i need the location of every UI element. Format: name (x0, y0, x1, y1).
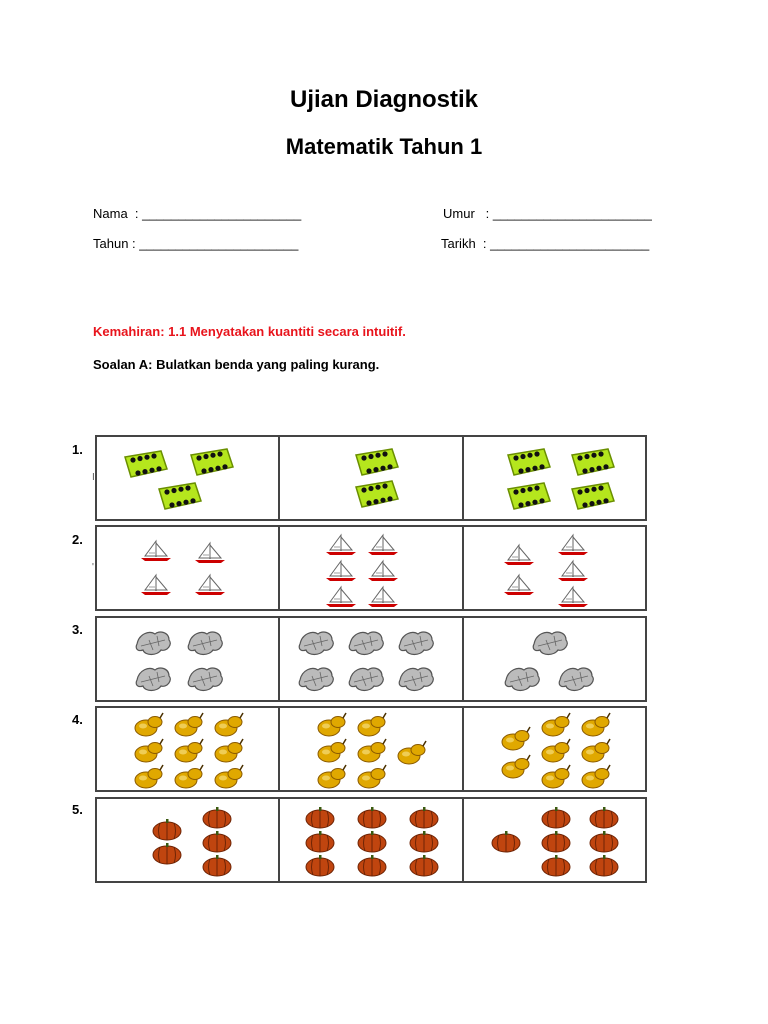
answer-row-3 (95, 616, 647, 702)
sailboat-icon (139, 539, 173, 568)
answer-cell[interactable] (464, 437, 645, 519)
sailboat-icon (366, 533, 400, 562)
bus-icon (352, 447, 400, 482)
edge-mark: ' (92, 562, 94, 573)
pear-icon (173, 764, 205, 795)
pumpkin-icon (588, 807, 620, 834)
edge-mark: I (92, 472, 95, 483)
answer-cell[interactable] (97, 618, 280, 700)
pumpkin-icon (540, 855, 572, 882)
answer-cell[interactable] (464, 618, 645, 700)
leaf-icon (530, 628, 570, 663)
leaf-icon (502, 664, 542, 699)
answer-cell[interactable] (97, 527, 280, 609)
pear-icon (580, 764, 612, 795)
pumpkin-icon (356, 831, 388, 858)
question-number: 5. (72, 802, 83, 817)
question-number: 4. (72, 712, 83, 727)
leaf-icon (185, 628, 225, 663)
pumpkin-icon (408, 855, 440, 882)
pumpkin-icon (304, 807, 336, 834)
page-title: Ujian Diagnostik (289, 86, 479, 113)
leaf-icon (296, 628, 336, 663)
pumpkin-icon (151, 843, 183, 870)
bus-icon (187, 447, 235, 482)
answer-row-5 (95, 797, 647, 883)
leaf-icon (133, 628, 173, 663)
pear-icon (500, 726, 532, 757)
leaf-icon (346, 628, 386, 663)
answer-cell[interactable] (280, 618, 463, 700)
pumpkin-icon (356, 807, 388, 834)
skill-heading: Kemahiran: 1.1 Menyatakan kuantiti secara intuitif. (93, 324, 406, 339)
sailboat-icon (193, 541, 227, 570)
pear-icon (133, 764, 165, 795)
sailboat-icon (556, 533, 590, 562)
pumpkin-icon (540, 831, 572, 858)
tarikh-field[interactable]: Tarikh : ______________________ (441, 236, 650, 251)
leaf-icon (396, 628, 436, 663)
pear-icon (213, 764, 245, 795)
question-instruction: Soalan A: Bulatkan benda yang paling kurang. (93, 357, 380, 372)
bus-icon (568, 447, 616, 482)
answer-cell[interactable] (97, 708, 280, 790)
bus-icon (504, 447, 552, 482)
leaf-icon (185, 664, 225, 699)
answer-row-2 (95, 525, 647, 611)
bus-icon (121, 449, 169, 484)
pear-icon (500, 754, 532, 785)
question-number: 2. (72, 532, 83, 547)
pear-icon (356, 764, 388, 795)
page-subtitle: Matematik Tahun 1 (285, 134, 483, 159)
leaf-icon (396, 664, 436, 699)
bus-icon (568, 481, 616, 516)
sailboat-icon (366, 559, 400, 588)
sailboat-icon (502, 543, 536, 572)
pumpkin-icon (408, 807, 440, 834)
answer-cell[interactable] (464, 708, 645, 790)
sailboat-icon (556, 585, 590, 614)
sailboat-icon (366, 585, 400, 614)
pear-icon (316, 764, 348, 795)
leaf-icon (346, 664, 386, 699)
answer-cell[interactable] (464, 527, 645, 609)
pumpkin-icon (201, 855, 233, 882)
sailboat-icon (324, 559, 358, 588)
sailboat-icon (139, 573, 173, 602)
pumpkin-icon (540, 807, 572, 834)
tahun-field[interactable]: Tahun : ______________________ (93, 236, 299, 251)
pumpkin-icon (304, 855, 336, 882)
question-number: 1. (72, 442, 83, 457)
bus-icon (504, 481, 552, 516)
answer-cell[interactable] (97, 437, 280, 519)
pumpkin-icon (201, 831, 233, 858)
answer-cell[interactable] (280, 527, 463, 609)
answer-cell[interactable] (280, 708, 463, 790)
leaf-icon (296, 664, 336, 699)
pumpkin-icon (408, 831, 440, 858)
pear-icon (540, 764, 572, 795)
sailboat-icon (556, 559, 590, 588)
leaf-icon (556, 664, 596, 699)
answer-row-1 (95, 435, 647, 521)
sailboat-icon (193, 573, 227, 602)
bus-icon (155, 481, 203, 516)
sailboat-icon (324, 533, 358, 562)
pumpkin-icon (588, 855, 620, 882)
pumpkin-icon (490, 831, 522, 858)
sailboat-icon (502, 573, 536, 602)
pear-icon (396, 740, 428, 771)
bus-icon (352, 479, 400, 514)
answer-cell[interactable] (464, 799, 645, 881)
pumpkin-icon (201, 807, 233, 834)
nama-field[interactable]: Nama : ______________________ (93, 206, 302, 221)
pumpkin-icon (304, 831, 336, 858)
answer-cell[interactable] (280, 799, 463, 881)
pumpkin-icon (588, 831, 620, 858)
sailboat-icon (324, 585, 358, 614)
answer-cell[interactable] (97, 799, 280, 881)
question-number: 3. (72, 622, 83, 637)
pumpkin-icon (356, 855, 388, 882)
pumpkin-icon (151, 819, 183, 846)
answer-cell[interactable] (280, 437, 463, 519)
leaf-icon (133, 664, 173, 699)
umur-field[interactable]: Umur : ______________________ (443, 206, 652, 221)
answer-row-4 (95, 706, 647, 792)
